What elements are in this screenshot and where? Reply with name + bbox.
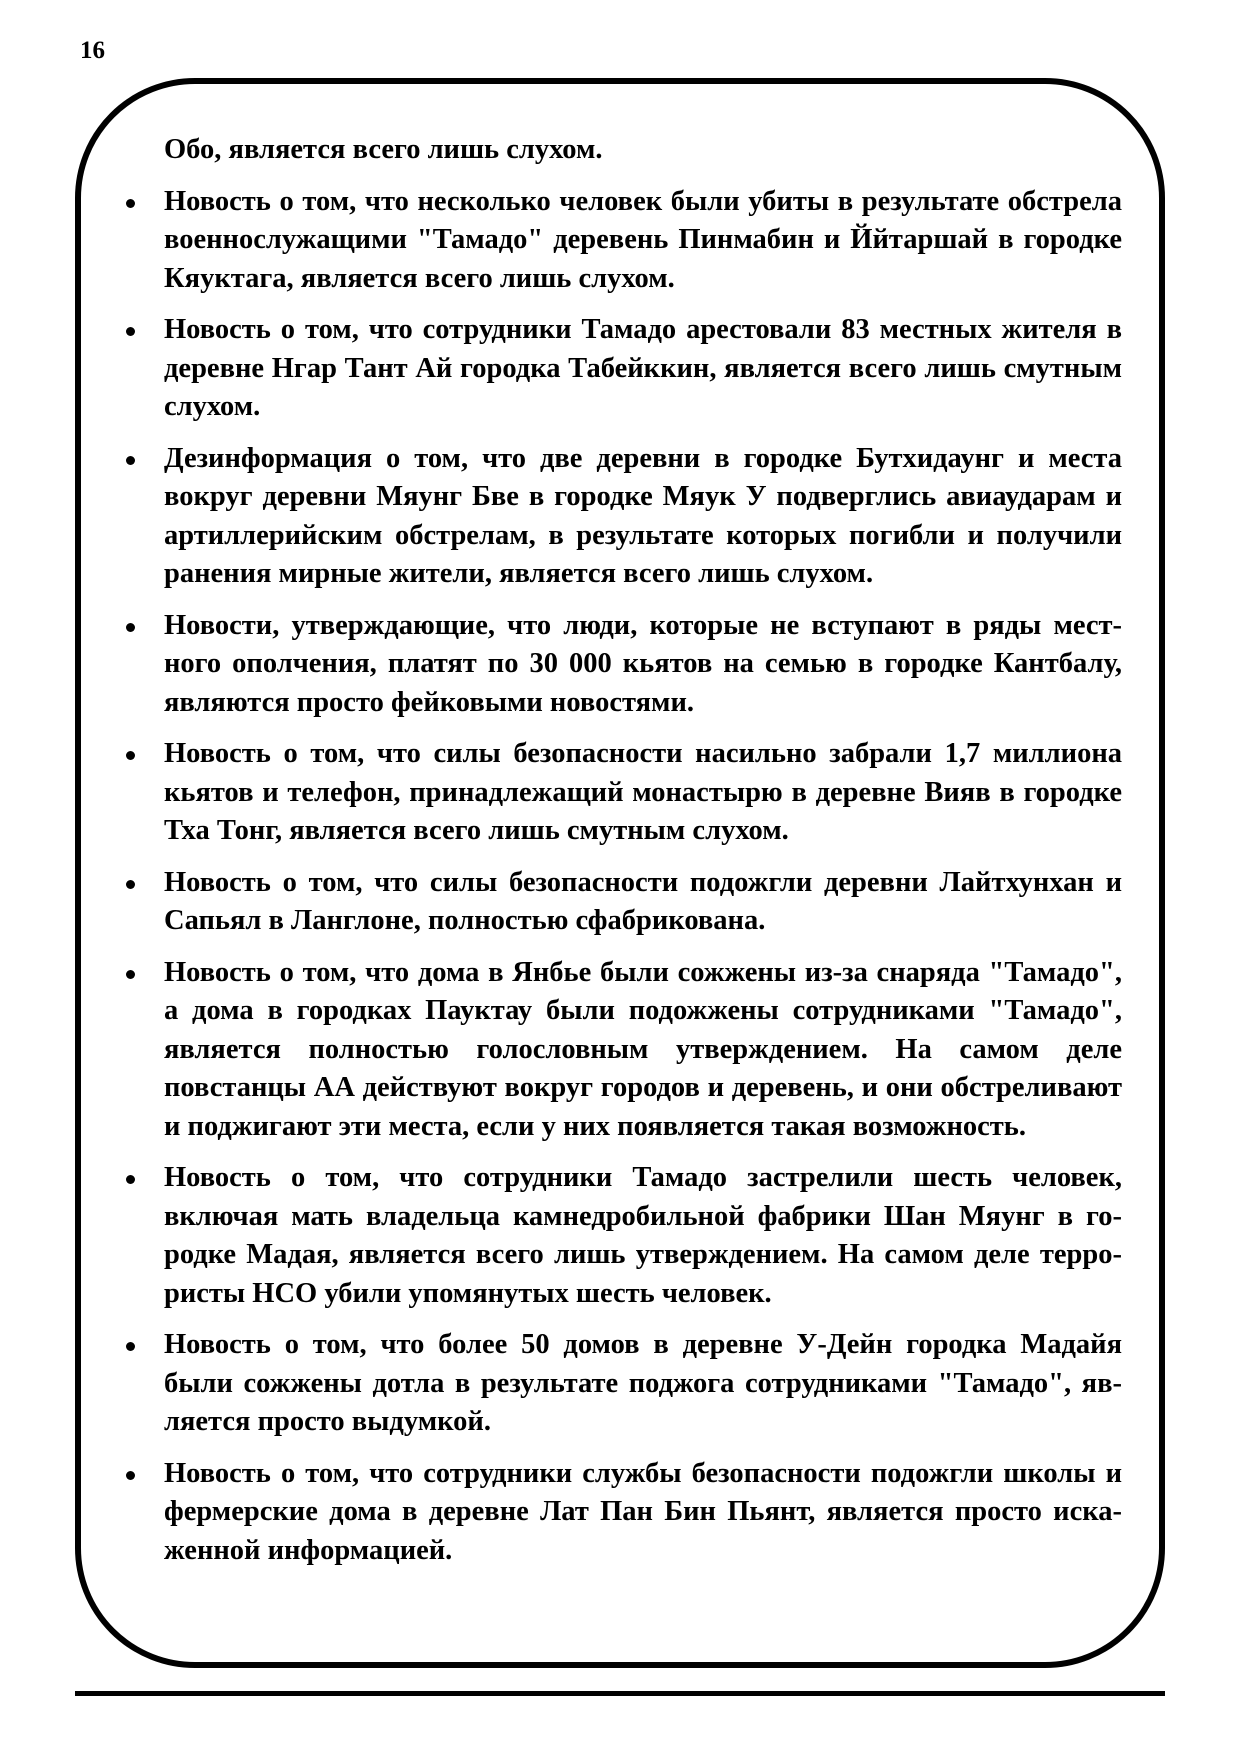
bullet-icon — [126, 880, 135, 889]
news-bullet-list — [120, 183, 1122, 1571]
list-item-text: Новость о том, что сотрудники Тамадо застрелили шесть человек, включая мать владельца камнедробильной фабрики Шан Мяунг в городке Мадая, является всего лишь утверждением. На самом деле террористы НСО убили упомянутых шесть человек. — [164, 1162, 1122, 1309]
list-item-text: Новость о том, что дома в Янбье были сожжены из-за снаряда "Тамадо", а дома в городках Пауктау были подожжены сотрудниками "Тамадо", является полностью голословным утверждением. На самом деле повстанцы АА действуют вокруг городов и деревень, и они обстреливают и поджигают эти места, если у них появляется такая возможность. — [164, 956, 1122, 1142]
bullet-icon — [126, 327, 135, 336]
list-item-text: Дезинформация о том, что две деревни в городке Бутхидаунг и места вокруг деревни Мяунг Бве в городке Мяук У подверглись авиаударам и артиллерийским обстрелам, в результате которых погибли и получили ранения мирные жители, является всего лишь слухом. — [164, 442, 1122, 589]
list-item-text: Новости, утверждающие, что люди, которые не вступают в ряды местного ополчения, платят по 30 000 кьятов на семью в городке Кантбалу, являются просто фейковыми новостями. — [164, 609, 1122, 718]
list-item — [120, 1159, 1122, 1313]
list-item — [120, 735, 1122, 851]
list-item — [120, 607, 1122, 723]
list-item-text: Новость о том, что несколько человек были убиты в результате обстрела военнослужащими "Тамадо" деревень Пинмабин и Ййтаршай в городке Кяуктага, является всего лишь слухом. — [164, 185, 1122, 294]
bullet-icon — [126, 199, 135, 208]
bullet-icon — [126, 751, 135, 760]
bullet-icon — [126, 970, 135, 979]
list-item-text: Новость о том, что силы безопасности насильно забрали 1,7 миллиона кьятов и телефон, принадлежащий монастырю в деревне Вияв в городке Тха Тонг, является всего лишь смутным слухом. — [164, 738, 1122, 846]
list-item — [120, 954, 1122, 1147]
list-item — [120, 1326, 1122, 1442]
list-item-text: Новость о том, что силы безопасности подожгли деревни Лайтхунхан и Сапьял в Ланглоне, полностью сфабрикована. — [164, 866, 1122, 936]
list-item — [120, 311, 1122, 427]
bullet-icon — [126, 456, 135, 465]
list-item-text: Новость о том, что сотрудники Тамадо арестовали 83 местных жителя в деревне Нгар Тант Ай городка Табейккин, является всего лишь смутным слухом. — [164, 314, 1122, 422]
list-item-text: Новость о том, что сотрудники службы безопасности подожгли школы и фермерские дома в деревне Лат Пан Бин Пьянт, является просто искаженной информацией. — [164, 1457, 1122, 1566]
footer-rule — [75, 1691, 1165, 1696]
list-item-text: Новость о том, что более 50 домов в деревне У-Дейн городка Мадайя были сожжены дотла в результате поджога сотрудниками "Тамадо", является просто выдумкой. — [164, 1329, 1122, 1437]
document-body — [120, 131, 1122, 1583]
bullet-icon — [126, 623, 135, 632]
continued-paragraph: Обо, является всего лишь слухом. — [164, 134, 603, 165]
bullet-icon — [126, 1175, 135, 1184]
list-item — [120, 864, 1122, 941]
list-item — [120, 440, 1122, 594]
page-number: 16 — [80, 37, 105, 64]
bullet-icon — [126, 1471, 135, 1480]
list-item — [120, 183, 1122, 299]
bullet-icon — [126, 1342, 135, 1351]
list-item — [120, 1455, 1122, 1571]
